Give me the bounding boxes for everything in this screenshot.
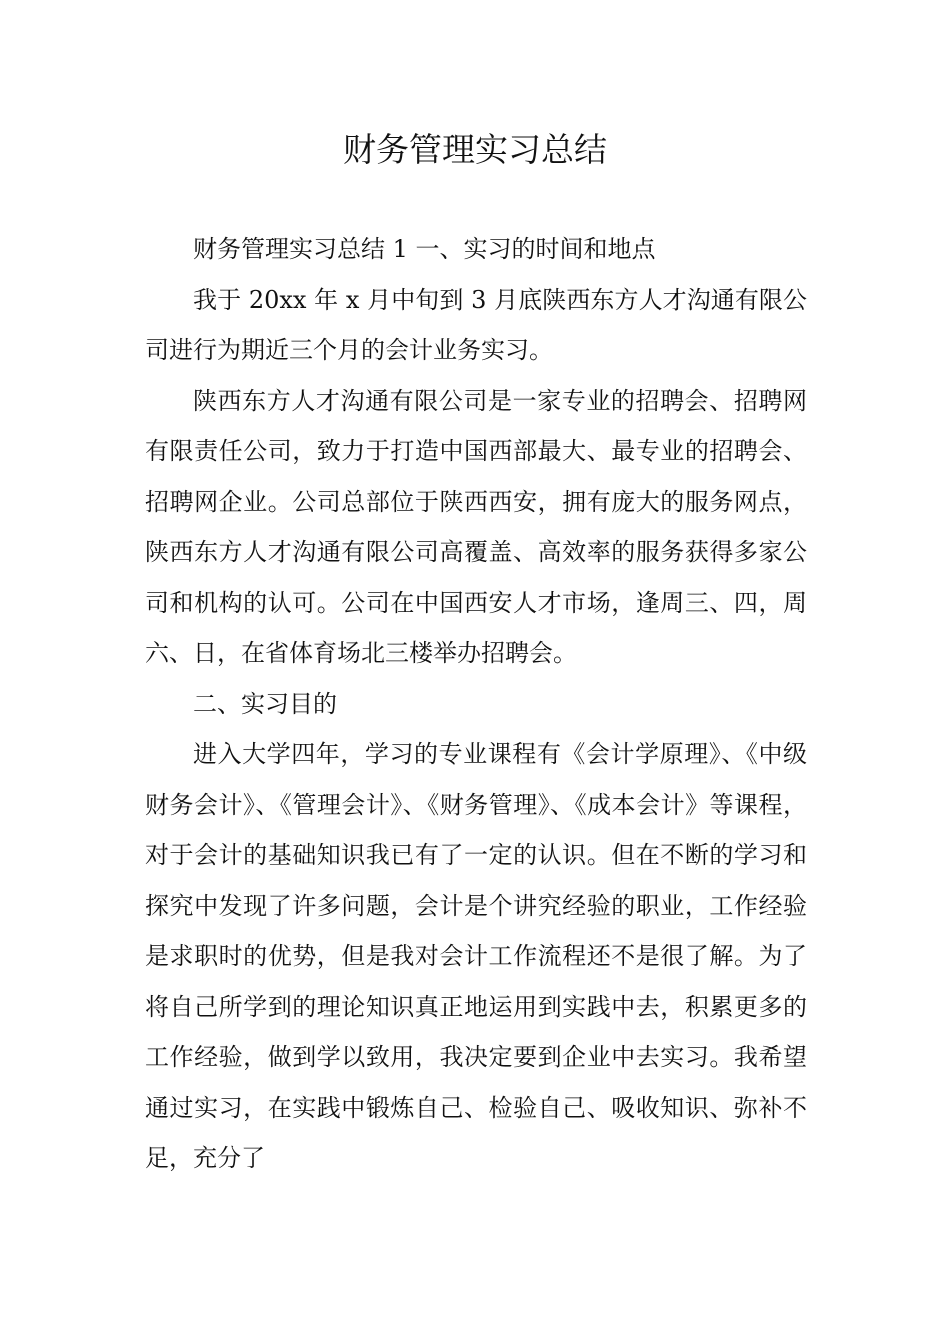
document-body	[145, 224, 807, 1184]
paragraph-internship-purpose: 进入大学四年，学习的专业课程有《会计学原理》、《中级财务会计》、《管理会计》、《财务管理》、《成本会计》等课程，对于会计的基础知识我已有了一定的认识。但在不断的学习和探究中发现了许多问题，会计是个讲究经验的职业，工作经验是求职时的优势，但是我对会计工作流程还不是很了解。为了将自己所学到的理论知识真正地运用到实践中去，积累更多的工作经验，做到学以致用，我决定要到企业中去实习。我希望通过实习，在实践中锻炼自己、检验自己、吸收知识、弥补不足，充分了	[145, 740, 807, 1172]
paragraph-section-one-heading: 财务管理实习总结 1 一、实习的时间和地点	[193, 235, 656, 263]
paragraph-company-intro: 陕西东方人才沟通有限公司是一家专业的招聘会、招聘网有限责任公司，致力于打造中国西部最大、最专业的招聘会、招聘网企业。公司总部位于陕西西安，拥有庞大的服务网点，陕西东方人才沟通有限公司高覆盖、高效率的服务获得多家公司和机构的认可。公司在中国西安人才市场，逢周三、四，周六、日，在省体育场北三楼举办招聘会。	[145, 386, 807, 667]
paragraph-internship-period: 我于 20xx 年 x 月中旬到 3 月底陕西东方人才沟通有限公司进行为期近三个月的会计业务实习。	[145, 285, 807, 364]
document-title: 财务管理实习总结	[343, 130, 607, 169]
paragraph-section-two-heading: 二、实习目的	[193, 689, 337, 718]
